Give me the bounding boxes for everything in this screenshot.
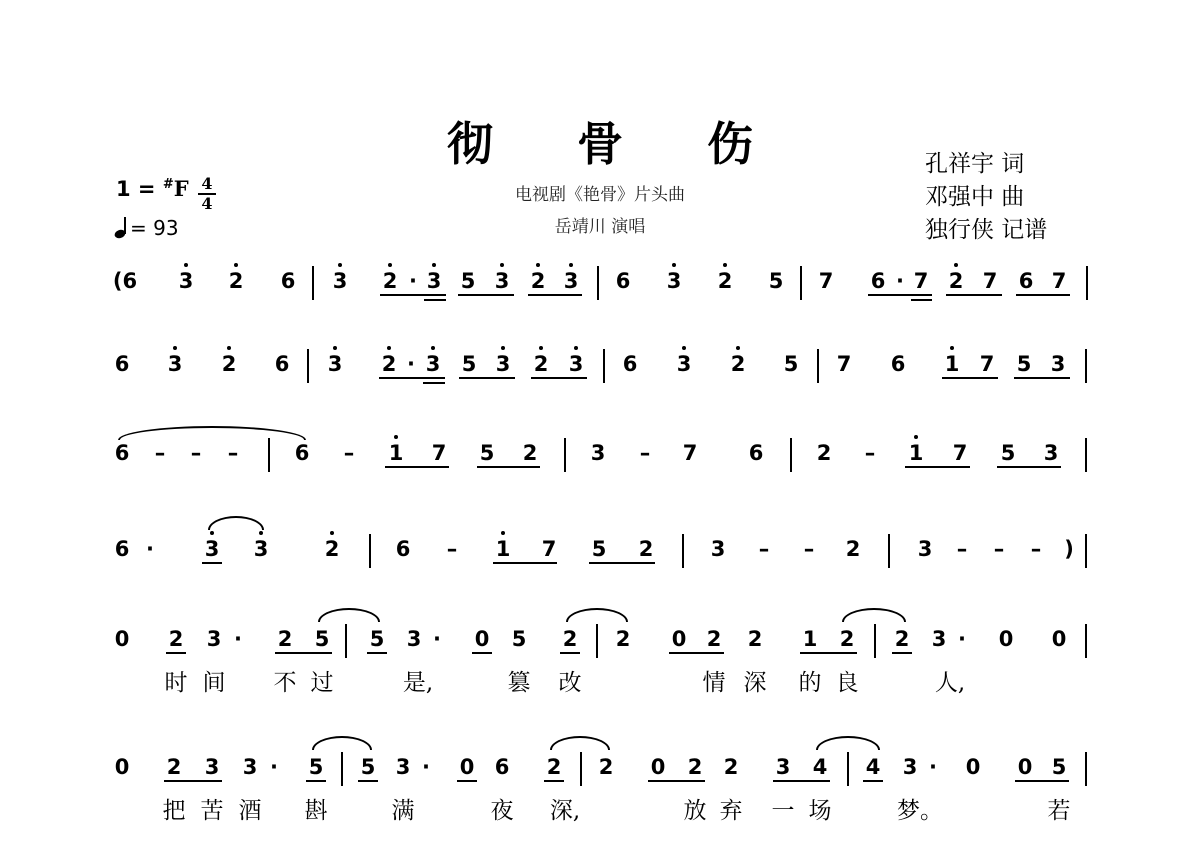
tie-slur (842, 608, 906, 622)
note: 3 (1050, 352, 1066, 376)
subtitle: 电视剧《艳骨》片头曲 (515, 185, 685, 205)
lyric-char: 满 (391, 798, 415, 824)
bar-line (307, 349, 309, 383)
note: 3 (167, 352, 183, 376)
note: 5 (1016, 352, 1032, 376)
dot: · (433, 627, 441, 651)
lyric-char: 过 (310, 670, 334, 696)
dot: · (146, 537, 154, 561)
dot: · (422, 755, 430, 779)
note: 2 (638, 537, 654, 561)
note: 5 (461, 352, 477, 376)
dash: – (190, 441, 202, 465)
note: 2 (324, 537, 340, 561)
note: 5 (768, 269, 784, 293)
note: 2 (845, 537, 861, 561)
note: 5 (511, 627, 527, 651)
beam (379, 377, 445, 379)
quarter-note-icon (114, 215, 130, 239)
lyric-char: 一 (771, 798, 795, 824)
note: 5 (460, 269, 476, 293)
bar-line (597, 266, 599, 300)
lyric-char: 斟 (304, 798, 328, 824)
dot: · (958, 627, 966, 651)
bar-line (800, 266, 802, 300)
note: 1 (495, 537, 511, 561)
note: 0 (650, 755, 666, 779)
dash: – (956, 537, 968, 561)
beam (164, 780, 222, 782)
note: 2 (894, 627, 910, 651)
note: 5 (1051, 755, 1067, 779)
beam (493, 562, 557, 564)
note: 2 (382, 269, 398, 293)
note: 2 (598, 755, 614, 779)
note: 2 (706, 627, 722, 651)
note: 2 (546, 755, 562, 779)
note: 7 (982, 269, 998, 293)
beam (458, 294, 514, 296)
beam (863, 780, 883, 782)
note: 2 (530, 269, 546, 293)
note: 3 (563, 269, 579, 293)
note: 2 (221, 352, 237, 376)
score-row-4 (0, 538, 1200, 578)
beam (385, 466, 449, 468)
bar-line (1085, 534, 1087, 568)
note: 2 (228, 269, 244, 293)
note: 3 (406, 627, 422, 651)
note: 2 (687, 755, 703, 779)
dash: – (639, 441, 651, 465)
bar-line (268, 438, 270, 472)
beam (946, 294, 1002, 296)
score-row-5 (0, 628, 1200, 668)
note: (6 (112, 269, 138, 293)
score-row-2 (0, 353, 1200, 393)
beam (459, 377, 515, 379)
note: 6 (395, 537, 411, 561)
lyric-char: 情 (702, 670, 726, 696)
beam (544, 780, 564, 782)
bar-line (847, 752, 849, 786)
note: 2 (168, 627, 184, 651)
time-signature-bottom: 4 (201, 194, 213, 213)
note: 3 (425, 352, 441, 376)
lyric-char: 放 (683, 798, 707, 824)
note: 5 (783, 352, 799, 376)
beam (380, 294, 446, 296)
note: 2 (381, 352, 397, 376)
bar-line (369, 534, 371, 568)
transcriber-credit: 独行侠 记谱 (925, 217, 1048, 243)
beam (911, 299, 932, 301)
note: 6 (870, 269, 886, 293)
bar-line (1085, 752, 1087, 786)
note: 3 (253, 537, 269, 561)
composer-credit: 邓强中 曲 (925, 184, 1025, 210)
lyric-char: 场 (808, 798, 832, 824)
dash: – (343, 441, 355, 465)
note: 3 (931, 627, 947, 651)
bar-line (790, 438, 792, 472)
note: 0 (998, 627, 1014, 651)
bar-line (874, 624, 876, 658)
bar-line (312, 266, 314, 300)
note: 6 (748, 441, 764, 465)
lyric-char: 改 (558, 670, 582, 696)
note: 6 (622, 352, 638, 376)
note: 7 (682, 441, 698, 465)
note: 0 (965, 755, 981, 779)
note: 3 (426, 269, 442, 293)
note: 3 (332, 269, 348, 293)
lyricist-credit: 孔祥宇 词 (925, 151, 1025, 177)
bar-line (603, 349, 605, 383)
beam (166, 652, 186, 654)
note: 2 (948, 269, 964, 293)
bar-line (1085, 438, 1087, 472)
note: 3 (242, 755, 258, 779)
note: 3 (494, 269, 510, 293)
note: 1 (802, 627, 818, 651)
lyric-char: 间 (202, 670, 226, 696)
beam (1014, 377, 1070, 379)
bar-line (564, 438, 566, 472)
tie-slur (550, 736, 610, 750)
lyric-char: 良 (835, 670, 859, 696)
dot: · (896, 269, 904, 293)
lyric-char: 深 (743, 670, 767, 696)
note: 3 (495, 352, 511, 376)
note: 0 (114, 755, 130, 779)
note: 6 (114, 441, 130, 465)
dash: – (446, 537, 458, 561)
tie-slur (566, 608, 628, 622)
beam (358, 780, 378, 782)
dash: – (154, 441, 166, 465)
note: 5 (479, 441, 495, 465)
note: 3 (204, 755, 220, 779)
beam (424, 299, 446, 301)
beam (997, 466, 1061, 468)
note: 3 (204, 537, 220, 561)
note: 2 (562, 627, 578, 651)
note: 5 (308, 755, 324, 779)
note: 3 (775, 755, 791, 779)
beam (423, 382, 445, 384)
note: 7 (431, 441, 447, 465)
beam (528, 294, 582, 296)
note: 2 (816, 441, 832, 465)
score-row-3 (0, 442, 1200, 482)
tie-slur (208, 516, 264, 530)
dot: · (270, 755, 278, 779)
lyric-char: 篡 (507, 670, 531, 696)
note: 3 (917, 537, 933, 561)
bar-line (888, 534, 890, 568)
bar-line (341, 752, 343, 786)
tie-slur (318, 608, 380, 622)
note: 2 (533, 352, 549, 376)
note: 5 (360, 755, 376, 779)
note: 2 (717, 269, 733, 293)
tie-slur (118, 426, 306, 440)
lyric-char: 弃 (719, 798, 743, 824)
dot: · (234, 627, 242, 651)
note: 6 (494, 755, 510, 779)
lyric-char: 若 (1047, 798, 1071, 824)
note: 0 (114, 627, 130, 651)
note: 6 (274, 352, 290, 376)
lyric-char: 酒 (238, 798, 262, 824)
note: 7 (818, 269, 834, 293)
note: 0 (459, 755, 475, 779)
note: 3 (590, 441, 606, 465)
lyric-line-2 (0, 792, 1200, 822)
close-paren: ) (1064, 537, 1074, 561)
bar-line (596, 624, 598, 658)
note: 5 (369, 627, 385, 651)
note: 6 (615, 269, 631, 293)
note: 6 (890, 352, 906, 376)
dash: – (803, 537, 815, 561)
dash: – (227, 441, 239, 465)
note: 3 (676, 352, 692, 376)
lyric-char: 时 (164, 670, 188, 696)
beam (472, 652, 492, 654)
note: 3 (902, 755, 918, 779)
time-signature (198, 176, 216, 212)
note: 7 (952, 441, 968, 465)
beam (669, 652, 724, 654)
bar-line (580, 752, 582, 786)
note: 4 (812, 755, 828, 779)
lyric-char: 不 (273, 670, 297, 696)
note: 0 (474, 627, 490, 651)
beam (589, 562, 655, 564)
bar-line (345, 624, 347, 658)
note: 3 (178, 269, 194, 293)
note: 2 (839, 627, 855, 651)
dash: – (1030, 537, 1042, 561)
song-title: 彻 骨 伤 (446, 117, 788, 171)
lyric-char: 梦。 (897, 798, 943, 824)
note: 7 (541, 537, 557, 561)
beam (868, 294, 932, 296)
beam (773, 780, 830, 782)
bar-line (1085, 349, 1087, 383)
note: 7 (913, 269, 929, 293)
lyric-char: 夜 (490, 798, 514, 824)
note: 3 (395, 755, 411, 779)
bar-line (817, 349, 819, 383)
beam (477, 466, 540, 468)
note: 6 (294, 441, 310, 465)
note: 1 (944, 352, 960, 376)
sharp-sign: # (162, 177, 174, 192)
note: 2 (730, 352, 746, 376)
time-signature-top: 4 (201, 174, 213, 193)
lyric-char: 的 (798, 670, 822, 696)
score-row-1 (0, 270, 1200, 310)
note: 0 (1051, 627, 1067, 651)
note: 7 (1051, 269, 1067, 293)
note: 2 (277, 627, 293, 651)
singer-credit: 岳靖川 演唱 (554, 217, 646, 237)
beam (892, 652, 912, 654)
beam (457, 780, 477, 782)
note: 3 (710, 537, 726, 561)
dash: – (993, 537, 1005, 561)
note: 3 (327, 352, 343, 376)
dot: · (407, 352, 415, 376)
bar-line (1086, 266, 1088, 300)
lyric-char: 深, (549, 798, 581, 824)
beam (367, 652, 387, 654)
note: 5 (314, 627, 330, 651)
note: 6 (114, 537, 130, 561)
note: 3 (206, 627, 222, 651)
note: 6 (114, 352, 130, 376)
note: 3 (1043, 441, 1059, 465)
note: 0 (1017, 755, 1033, 779)
note: 5 (591, 537, 607, 561)
dash: – (758, 537, 770, 561)
bar-line (1085, 624, 1087, 658)
note: 5 (1000, 441, 1016, 465)
beam (942, 377, 998, 379)
beam (531, 377, 587, 379)
beam (275, 652, 332, 654)
note: 4 (865, 755, 881, 779)
lyric-char: 人, (934, 670, 966, 696)
dash: – (864, 441, 876, 465)
tempo-marking: = 93 (114, 215, 179, 240)
note: 1 (908, 441, 924, 465)
note: 2 (522, 441, 538, 465)
note: 6 (280, 269, 296, 293)
lyric-line-1 (0, 664, 1200, 694)
note: 7 (836, 352, 852, 376)
lyric-char: 是, (402, 670, 434, 696)
tie-slur (312, 736, 372, 750)
note: 2 (166, 755, 182, 779)
beam (1015, 780, 1069, 782)
beam (648, 780, 705, 782)
dot: · (409, 269, 417, 293)
lyric-char: 苦 (200, 798, 224, 824)
lyric-char: 把 (162, 798, 186, 824)
note: 7 (979, 352, 995, 376)
note: 2 (747, 627, 763, 651)
beam (560, 652, 580, 654)
dot: · (929, 755, 937, 779)
beam (202, 562, 222, 564)
beam (800, 652, 857, 654)
note: 2 (615, 627, 631, 651)
beam (905, 466, 970, 468)
beam (306, 780, 326, 782)
beam (1016, 294, 1070, 296)
note: 3 (666, 269, 682, 293)
key-signature: 1 = #F (116, 176, 189, 201)
note: 6 (1018, 269, 1034, 293)
score-row-6 (0, 756, 1200, 796)
bar-line (682, 534, 684, 568)
note: 2 (723, 755, 739, 779)
note: 0 (671, 627, 687, 651)
note: 3 (568, 352, 584, 376)
note: 1 (388, 441, 404, 465)
tie-slur (816, 736, 880, 750)
